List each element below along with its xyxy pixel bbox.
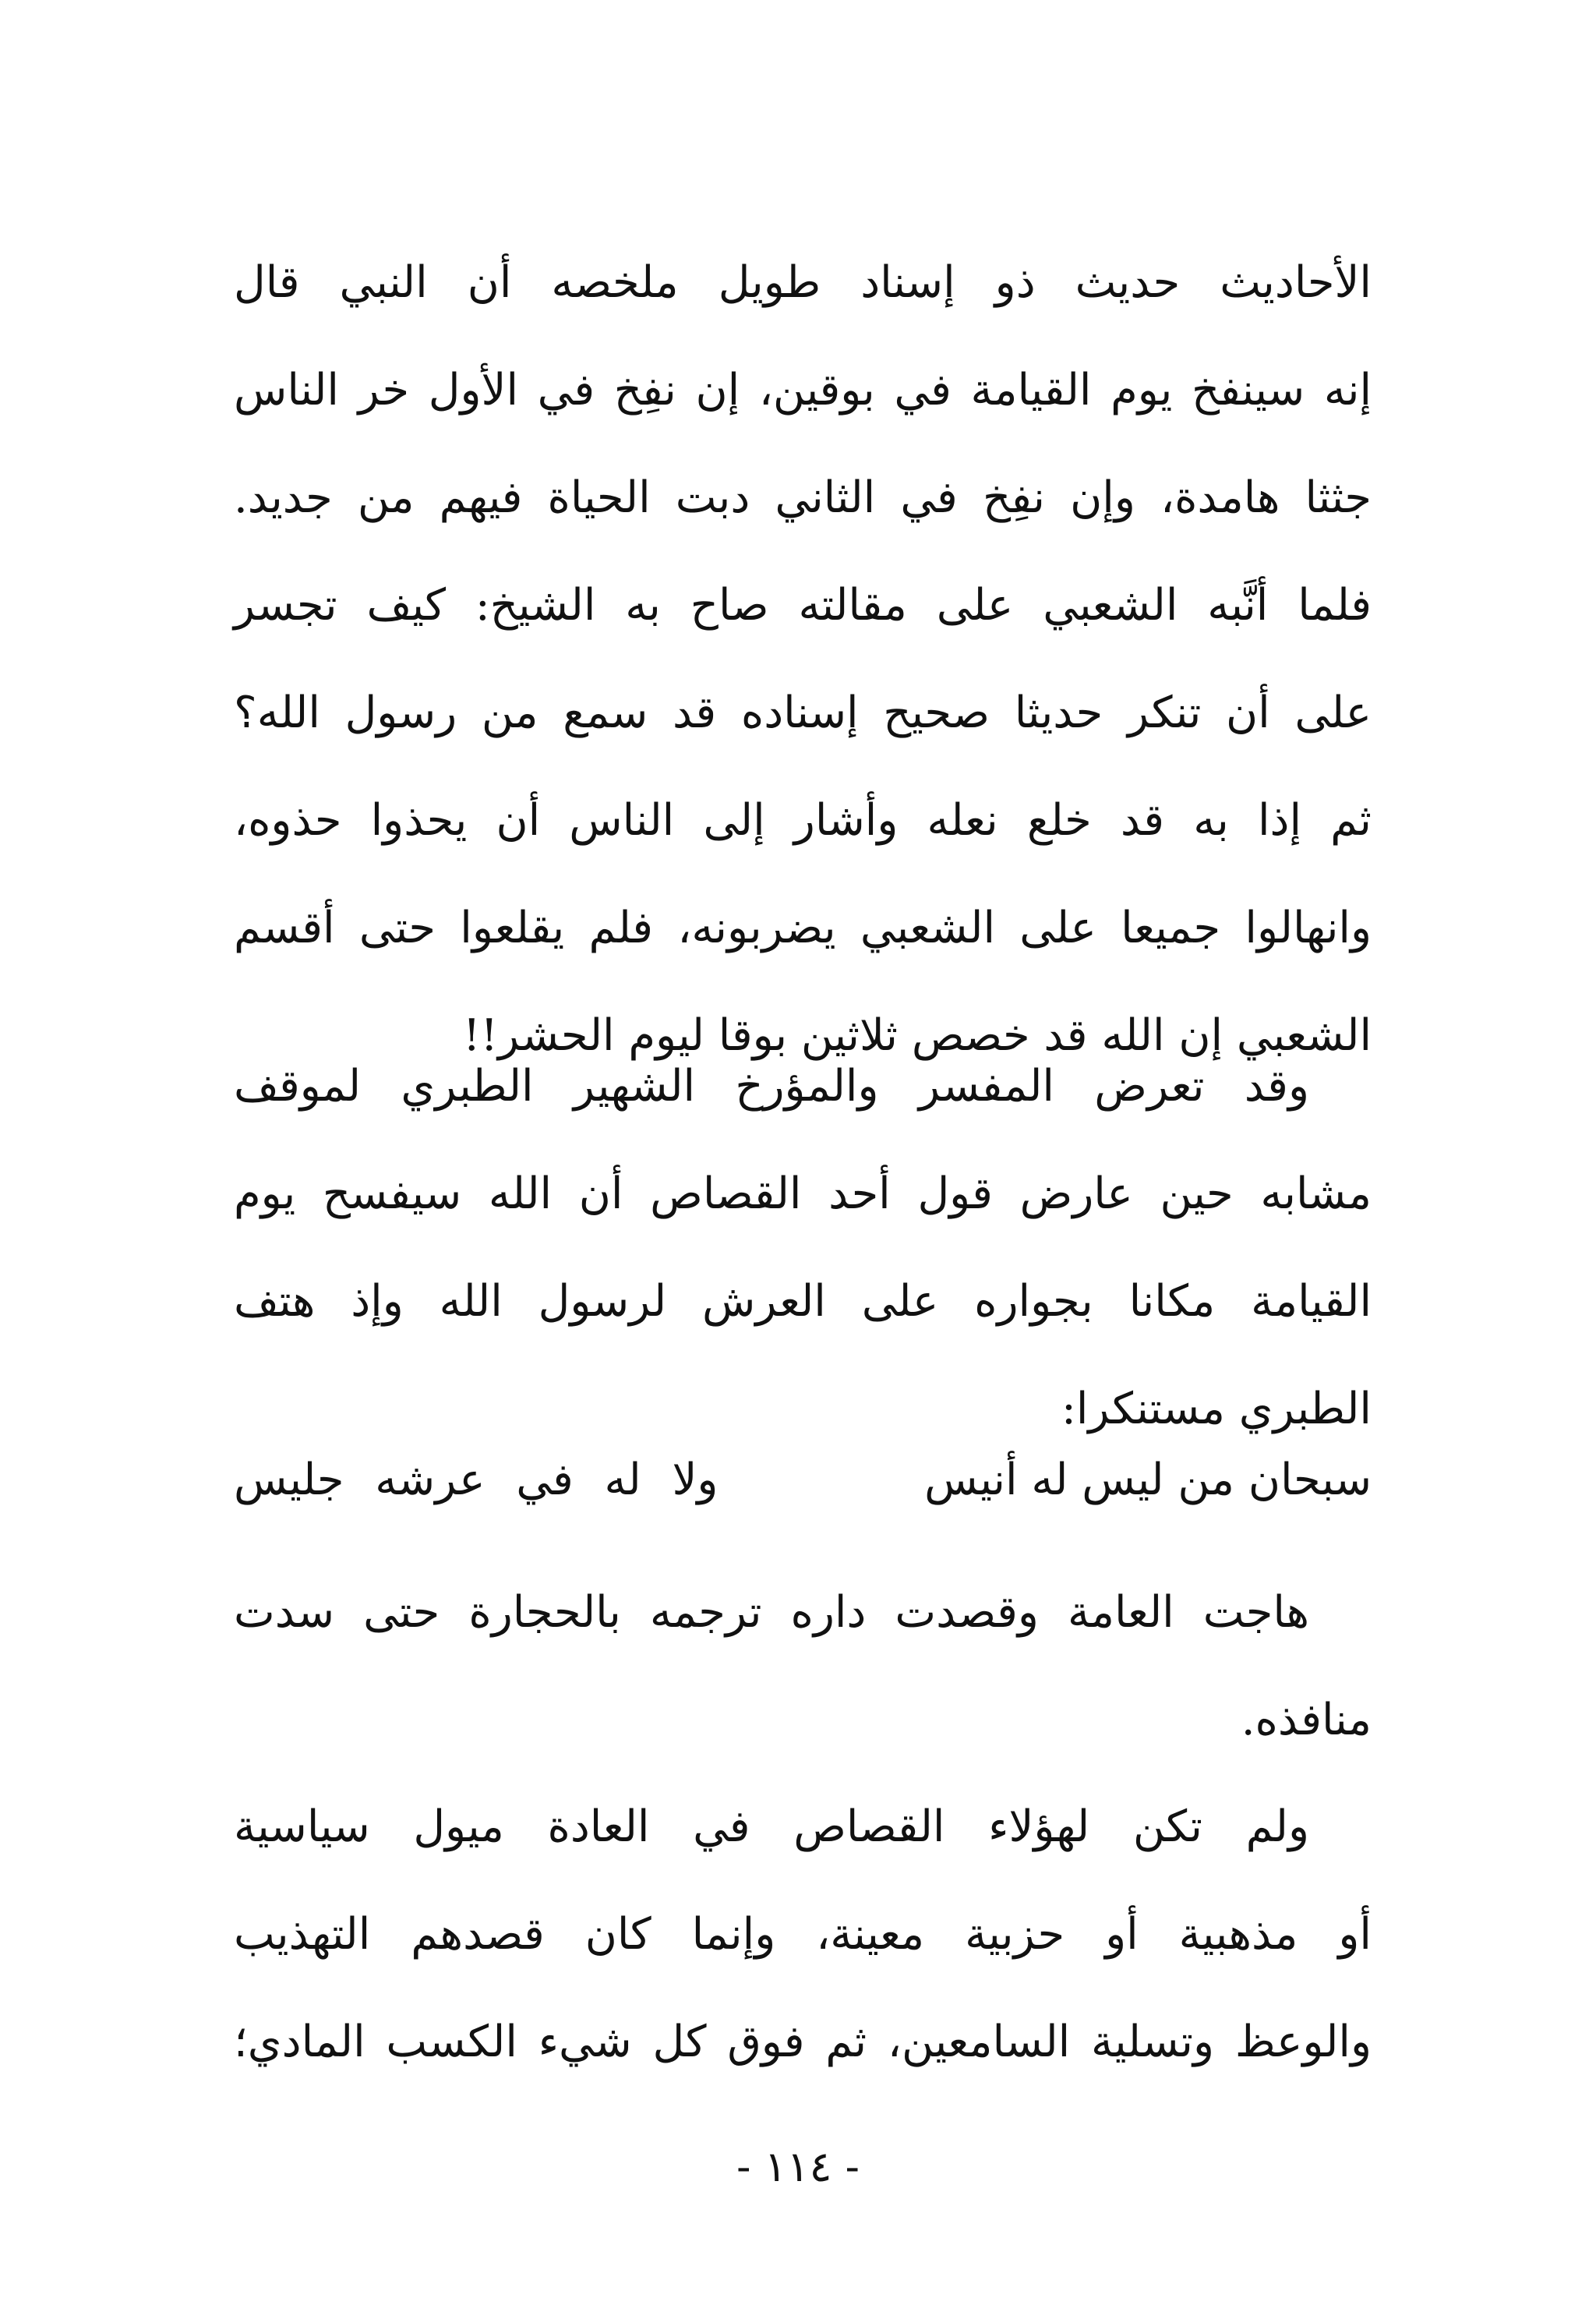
- paragraph-3-line-1: هاجت العامة وقصدت داره ترجمه بالحجارة حتى سدت: [234, 1587, 1309, 1638]
- paragraph-4-line-1: ولم تكن لهؤلاء القصاص في العادة ميول سياسية: [234, 1801, 1309, 1852]
- paragraph-4: [234, 1773, 1372, 2096]
- paragraph-1-line-7: وانهالوا جميعا على الشعبي يضربونه، فلم يقلعوا حتى أقسم: [234, 903, 1372, 953]
- poem-second-hemistich: ولا له في عرشه جليس: [234, 1455, 719, 1505]
- paragraph-2-line-3: القيامة مكانا بجواره على العرش لرسول الله وإذ هتف: [234, 1276, 1372, 1327]
- paragraph-3-line-2: منافذه.: [1241, 1695, 1372, 1745]
- page-number: - ١١٤ -: [736, 2142, 860, 2191]
- paragraph-2-line-2: مشابه حين عارض قول أحد القصاص أن الله سيفسح يوم: [234, 1168, 1372, 1219]
- poem-verse: [234, 1426, 1372, 1534]
- paragraph-1-line-8: الشعبي إن الله قد خصص ثلاثين بوقا ليوم الحشر!!: [462, 1010, 1372, 1061]
- paragraph-2-line-1: وقد تعرض المفسر والمؤرخ الشهير الطبري لموقف: [234, 1061, 1309, 1112]
- paragraph-2: [234, 1033, 1372, 1463]
- paragraph-1-line-5: على أن تنكر حديثا صحيح إسناده قد سمع من رسول الله؟: [234, 688, 1372, 738]
- paragraph-1-line-4: فلما أنَّبه الشعبي على مقالته صاح به الشيخ: كيف تجسر: [234, 580, 1372, 631]
- paragraph-1-line-3: جثثا هامدة، وإن نفِخ في الثاني دبت الحياة فيهم من جديد.: [234, 472, 1372, 523]
- poem-first-hemistich: سبحان من ليس له أنيس: [924, 1455, 1372, 1505]
- paragraph-4-line-3: والوعظ وتسلية السامعين، ثم فوق كل شيء الكسب المادي؛: [234, 2017, 1372, 2067]
- paragraph-2-line-4: الطبري مستنكرا:: [1061, 1384, 1372, 1434]
- paragraph-1-line-2: إنه سينفخ يوم القيامة في بوقين، إن نفِخ في الأول خر الناس: [234, 365, 1372, 415]
- paragraph-1: [234, 229, 1372, 1090]
- paragraph-4-line-2: أو مذهبية أو حزبية معينة، وإنما كان قصدهم التهذيب: [234, 1909, 1372, 1960]
- paragraph-1-line-1: الأحاديث حديث ذو إسناد طويل ملخصه أن النبي قال: [234, 257, 1372, 308]
- paragraph-3: [234, 1559, 1372, 1774]
- paragraph-1-line-6: ثم إذا به قد خلع نعله وأشار إلى الناس أن يحذوا حذوه،: [234, 795, 1372, 846]
